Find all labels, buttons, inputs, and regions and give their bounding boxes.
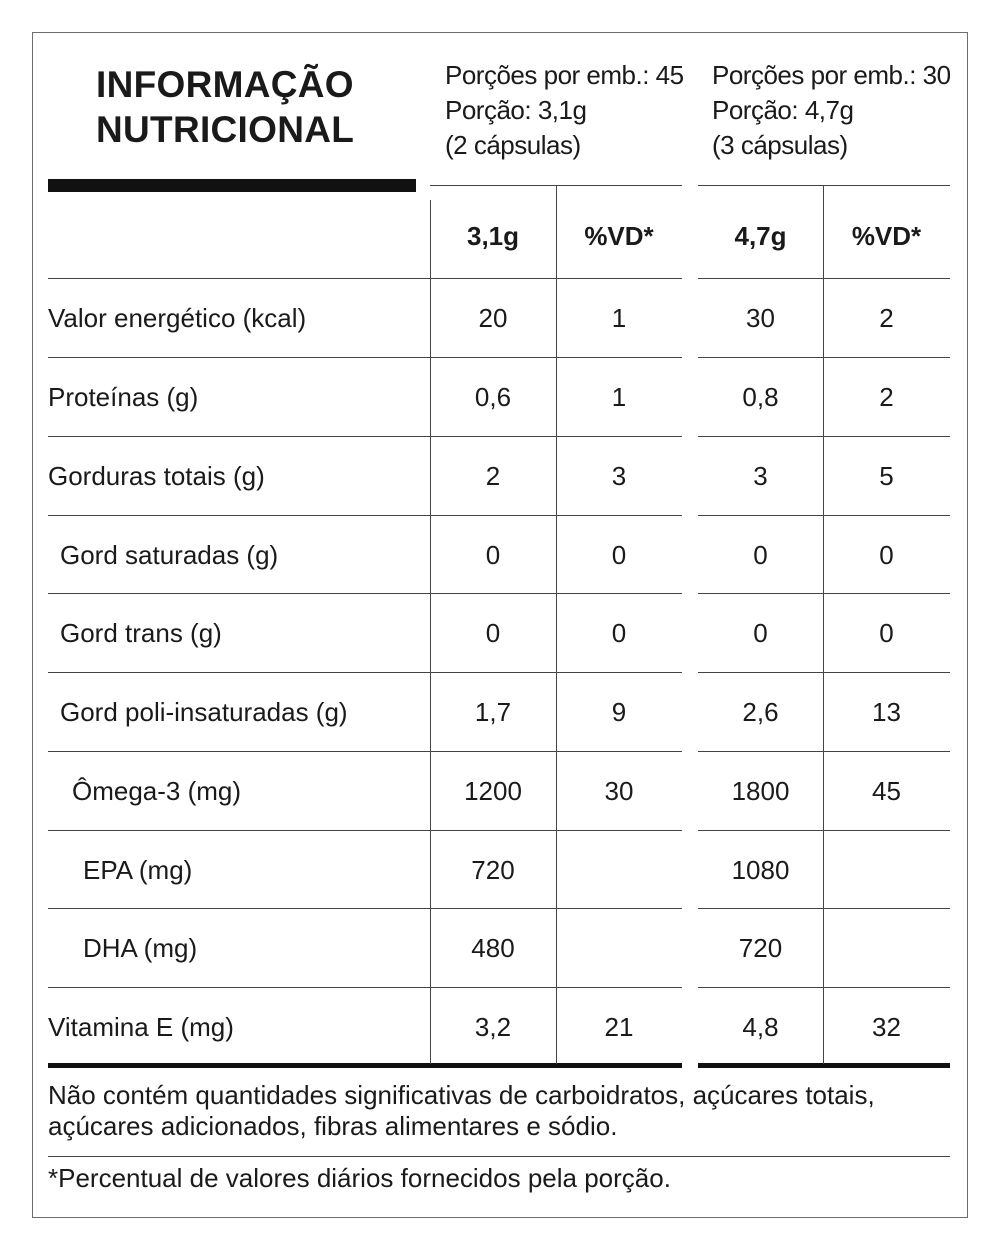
row-label: Ômega-3 (mg): [72, 776, 242, 806]
portion-2-divider: [698, 185, 950, 186]
value-serving-2: 4,8: [742, 1012, 779, 1042]
value-vd-2: 2: [879, 303, 894, 333]
portion-info-1: [445, 58, 684, 163]
value-vd-2: 32: [872, 1012, 901, 1042]
value-serving-2: 1800: [731, 776, 790, 806]
value-vd-1: 1: [611, 303, 627, 333]
value-serving-2: 0,8: [742, 382, 779, 412]
portion-1-capsules: (2 cápsulas): [445, 130, 581, 160]
footnote-divider: [48, 1156, 950, 1157]
value-serving-1: 1200: [464, 776, 522, 806]
value-vd-2: 2: [879, 382, 894, 412]
row-label: Vitamina E (mg): [48, 1012, 234, 1042]
portion-info-2: [712, 58, 951, 163]
value-vd-2: [823, 909, 950, 988]
value-vd-1: [556, 909, 682, 988]
value-serving-1: 2: [485, 461, 501, 491]
value-vd-2: 45: [872, 776, 901, 806]
value-vd-1: [556, 831, 682, 910]
portion-2-servings: Porções por emb.: 30: [712, 60, 951, 90]
value-vd-1: 30: [604, 776, 634, 806]
portion-2-size: Porção: 4,7g: [712, 95, 854, 125]
value-serving-1: 20: [478, 303, 508, 333]
header-vd-2: %VD*: [851, 220, 922, 251]
value-vd-2: [823, 831, 950, 910]
value-vd-2: 5: [879, 461, 894, 491]
value-serving-1: 1,7: [474, 697, 512, 727]
portion-2-capsules: (3 cápsulas): [712, 130, 848, 160]
value-serving-1: 480: [471, 933, 515, 963]
header-vd-1: %VD*: [584, 220, 654, 251]
value-serving-2: 1080: [731, 855, 790, 885]
portion-1-servings: Porções por emb.: 45: [445, 60, 684, 90]
header-divider-bar: [48, 179, 416, 192]
footnote-not-contains: [48, 1080, 875, 1142]
value-vd-1: 0: [611, 618, 627, 648]
row-label: Proteínas (g): [48, 382, 199, 412]
value-vd-2: 13: [872, 697, 901, 727]
value-vd-1: 9: [611, 697, 627, 727]
value-vd-2: 0: [879, 618, 894, 648]
header-serving-1: 3,1g: [466, 220, 520, 251]
value-vd-1: 1: [611, 382, 627, 412]
row-label: Gorduras totais (g): [48, 461, 265, 491]
value-serving-1: 0: [485, 540, 501, 570]
value-vd-1: 3: [611, 461, 627, 491]
value-vd-2: 0: [879, 540, 894, 570]
footnote-daily-values: *Percentual de valores diários fornecidos pela porção.: [48, 1163, 671, 1193]
row-label: Gord trans (g): [60, 618, 222, 648]
value-serving-1: 720: [471, 855, 515, 885]
row-label: Valor energético (kcal): [48, 303, 307, 333]
value-serving-2: 720: [738, 933, 783, 963]
value-serving-1: 0,6: [474, 382, 512, 412]
value-serving-2: 0: [753, 618, 768, 648]
footnote-line-2: açúcares adicionados, fibras alimentares e sódio.: [48, 1111, 618, 1141]
value-vd-1: 0: [611, 540, 627, 570]
header-serving-2: 4,7g: [734, 220, 787, 251]
value-serving-2: 0: [753, 540, 768, 570]
value-serving-2: 30: [746, 303, 775, 333]
title-line-1: INFORMAÇÃO: [96, 64, 354, 105]
value-serving-2: 3: [753, 461, 768, 491]
row-label: EPA (mg): [83, 855, 193, 885]
row-label: Gord poli-insaturadas (g): [60, 697, 348, 727]
value-serving-1: 0: [485, 618, 501, 648]
row-label: Gord saturadas (g): [60, 540, 279, 570]
row-label: DHA (mg): [83, 933, 198, 963]
portion-1-size: Porção: 3,1g: [445, 95, 587, 125]
footnote-line-1: Não contém quantidades significativas de carboidratos, açúcares totais,: [48, 1080, 875, 1110]
value-vd-1: 21: [604, 1012, 634, 1042]
label-title: [96, 62, 354, 152]
value-serving-1: 3,2: [474, 1012, 512, 1042]
title-line-2: NUTRICIONAL: [96, 109, 355, 150]
value-serving-2: 2,6: [742, 697, 779, 727]
